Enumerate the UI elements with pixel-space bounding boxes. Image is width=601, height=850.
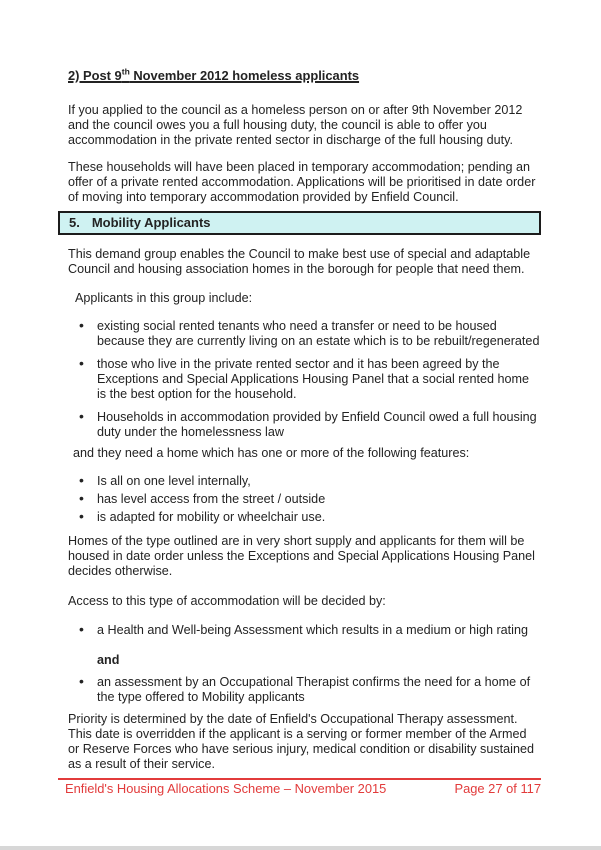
- bullet-item-one-level: • Is all on one level internally,: [68, 474, 540, 489]
- bullet-item-existing-tenants: • existing social rented tenants who need a transfer or need to be housed because they are currently living on an estate which is to be rebuilt/regenerated: [68, 319, 540, 349]
- bullet-item-level-access: • has level access from the street / outside: [68, 492, 540, 507]
- section-number: 5.: [69, 215, 80, 230]
- heading-post: November 2012 homeless applicants: [129, 68, 360, 83]
- bullet-item-adapted-mobility: • is adapted for mobility or wheelchair use.: [68, 510, 540, 525]
- bullet-list-features: [68, 474, 540, 525]
- paragraph-short-supply: Homes of the type outlined are in very short supply and applicants for them will be housed in date order unless the Exceptions and Special Applications Housing Panel decides otherwise.: [68, 534, 535, 578]
- bullet-item-households-full-duty: • Households in accommodation provided by Enfield Council owed a full housing duty under the homelessness law: [68, 410, 540, 440]
- footer-document-title: Enfield's Housing Allocations Scheme – November 2015: [65, 781, 387, 796]
- text-access-intro: Access to this type of accommodation will be decided by:: [68, 594, 386, 608]
- bullet-item-health-wellbeing-assessment: • a Health and Well-being Assessment which results in a medium or high rating: [68, 623, 540, 638]
- page-bottom-edge: [0, 846, 601, 850]
- document-content: [65, 66, 541, 796]
- heading-post-nov-2012-homeless-applicants: [68, 68, 540, 84]
- heading-pre: 2) Post 9: [68, 68, 122, 83]
- text-and-connector: and: [97, 653, 120, 667]
- footer-page-number: Page 27 of 117: [454, 781, 541, 796]
- text-applicants-include-intro: Applicants in this group include:: [75, 291, 253, 305]
- footer-divider-rule: [58, 778, 541, 780]
- section-header-mobility-applicants: [58, 211, 541, 235]
- paragraph-temporary-accommodation: These households will have been placed in temporary accommodation; pending an offer of a private rented accommodation. Applications will be prioritised in date order of moving into temporary accommodation provided by Enfield Council.: [68, 160, 536, 204]
- page-footer: [65, 781, 541, 796]
- paragraph-priority-determination: Priority is determined by the date of Enfield's Occupational Therapy assessment. This date is overridden if the applicant is a serving or former member of the Armed or Reserve Forces who have serious injury, medical condition or disability sustained as a result of their service.: [68, 712, 534, 771]
- bullet-item-occupational-therapist-assessment: • an assessment by an Occupational Therapist confirms the need for a home of the type offered to Mobility applicants: [68, 675, 540, 705]
- paragraph-demand-group-overview: This demand group enables the Council to make best use of special and adaptable Council and housing association homes in the borough for people that need them.: [68, 247, 531, 276]
- paragraph-prs-offer: If you applied to the council as a homeless person on or after 9th November 2012 and the council owes you a full housing duty, the council is able to offer you accommodation in the private rented sector in discharge of the full housing duty.: [68, 103, 523, 147]
- text-features-intro: and they need a home which has one or more of the following features:: [73, 446, 470, 460]
- section-title: Mobility Applicants: [91, 215, 211, 230]
- heading-superscript: th: [121, 66, 130, 77]
- bullet-list-include: [68, 319, 540, 440]
- bullet-item-private-rented-sector: • those who live in the private rented sector and it has been agreed by the Exceptions and Special Applications Housing Panel that a social rented home is the best option for the household.: [68, 357, 540, 402]
- heading-text: [68, 68, 359, 83]
